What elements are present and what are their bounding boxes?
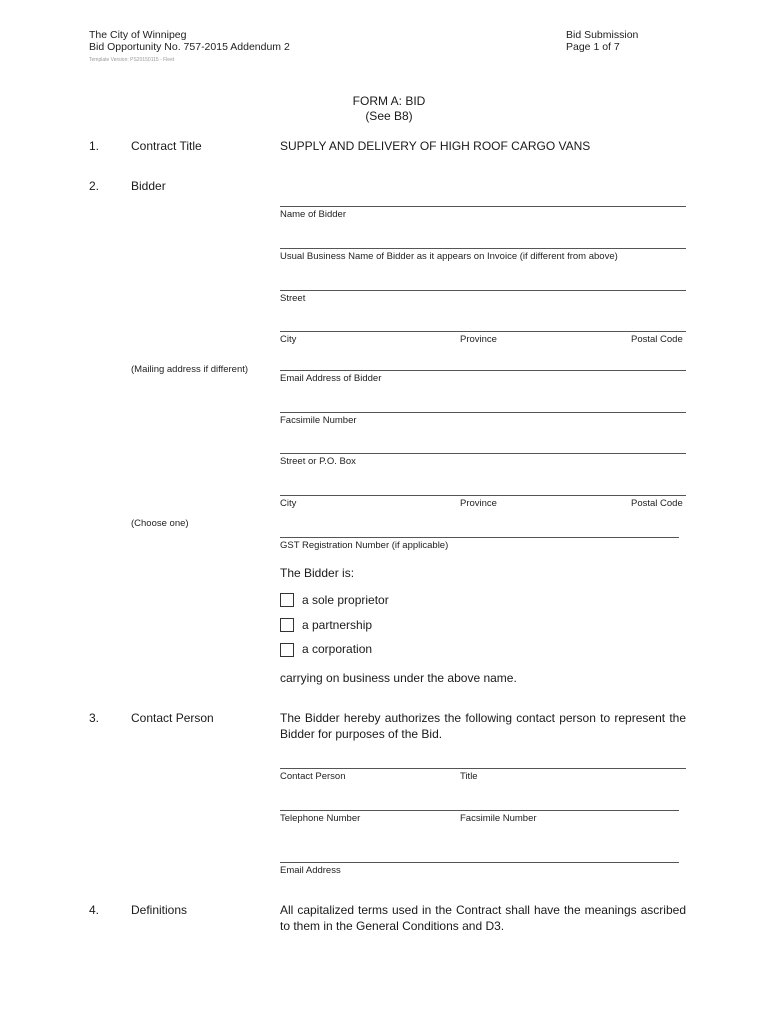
name-of-bidder-label: Name of Bidder <box>280 209 347 220</box>
form-title: FORM A: BID <box>352 94 426 108</box>
corporation-label: a corporation <box>302 642 373 656</box>
page-number: Page 1 of 7 <box>566 41 620 53</box>
section-3-label: Contact Person <box>131 711 214 725</box>
carrying-on-business-text: carrying on business under the above name. <box>280 671 517 685</box>
section-4-label: Definitions <box>131 903 188 917</box>
gst-number-field[interactable] <box>280 537 679 538</box>
section-2-label: Bidder <box>131 179 166 193</box>
template-version: Template Version: PS20150115 - Fleet <box>89 57 175 63</box>
mailing-city-province-postal-field[interactable] <box>280 495 686 496</box>
section-1-label: Contract Title <box>131 139 202 153</box>
name-of-bidder-field[interactable] <box>280 206 686 207</box>
contact-facsimile-label: Facsimile Number <box>460 813 537 824</box>
telephone-facsimile-field[interactable] <box>280 810 679 811</box>
facsimile-label: Facsimile Number <box>280 415 357 426</box>
partnership-checkbox[interactable] <box>280 618 294 632</box>
partnership-label: a partnership <box>302 618 373 632</box>
email-of-bidder-field[interactable] <box>280 370 686 371</box>
section-1-number: 1. <box>89 139 100 153</box>
province-label: Province <box>460 334 497 345</box>
contract-title-value: SUPPLY AND DELIVERY OF HIGH ROOF CARGO VANS <box>280 139 591 153</box>
header-bid-opportunity: Bid Opportunity No. 757-2015 Addendum 2 <box>89 41 290 53</box>
facsimile-field[interactable] <box>280 412 686 413</box>
postal-code-label: Postal Code <box>631 334 683 345</box>
sole-proprietor-checkbox[interactable] <box>280 593 294 607</box>
mailing-province-label: Province <box>460 498 497 509</box>
contact-title-label: Title <box>460 771 478 782</box>
city-label: City <box>280 334 297 345</box>
email-address-label: Email Address <box>280 865 341 876</box>
corporation-checkbox[interactable] <box>280 643 294 657</box>
section-3-number: 3. <box>89 711 100 725</box>
mailing-postal-code-label: Postal Code <box>631 498 683 509</box>
telephone-number-label: Telephone Number <box>280 813 361 824</box>
contact-authorization-text: The Bidder hereby authorizes the following contact person to represent the Bidder for purposes of the Bid. <box>280 711 686 741</box>
section-4-number: 4. <box>89 903 100 917</box>
sole-proprietor-label: a sole proprietor <box>302 593 389 607</box>
contact-person-title-field[interactable] <box>280 768 686 769</box>
mailing-city-label: City <box>280 498 297 509</box>
street-po-box-label: Street or P.O. Box <box>280 456 356 467</box>
street-label: Street <box>280 293 306 304</box>
contact-person-label: Contact Person <box>280 771 346 782</box>
header-city: The City of Winnipeg <box>89 29 187 41</box>
usual-business-name-field[interactable] <box>280 248 686 249</box>
street-field[interactable] <box>280 290 686 291</box>
section-2-number: 2. <box>89 179 100 193</box>
choose-one-note: (Choose one) <box>131 518 189 529</box>
email-of-bidder-label: Email Address of Bidder <box>280 373 382 384</box>
form-subtitle: (See B8) <box>365 109 413 123</box>
gst-number-label: GST Registration Number (if applicable) <box>280 540 449 551</box>
bidder-is-label: The Bidder is: <box>280 566 355 580</box>
header-bid-submission: Bid Submission <box>566 29 639 41</box>
mailing-address-note: (Mailing address if different) <box>131 364 249 375</box>
city-province-postal-field[interactable] <box>280 331 686 332</box>
definitions-text: All capitalized terms used in the Contract shall have the meanings ascribed to them in the General Conditions and D3. <box>280 903 686 933</box>
usual-business-name-label: Usual Business Name of Bidder as it appears on Invoice (if different from above) <box>280 251 618 262</box>
email-address-field[interactable] <box>280 862 679 863</box>
street-po-box-field[interactable] <box>280 453 686 454</box>
